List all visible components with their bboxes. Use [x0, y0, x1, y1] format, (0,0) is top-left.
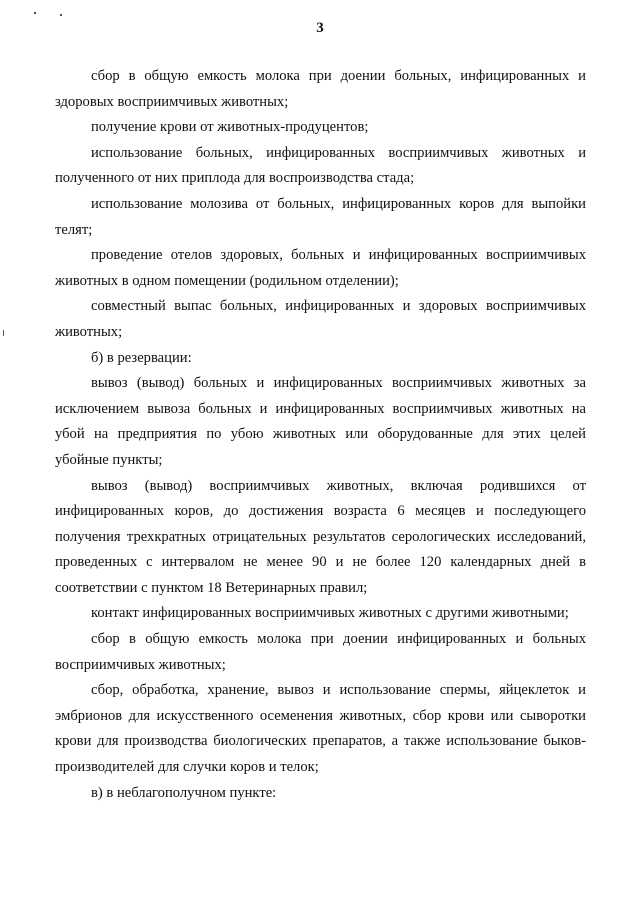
section-heading: в) в неблагополучном пункте: [91, 784, 277, 801]
paragraph: контакт инфицированных восприимчивых животных с другими животными; [91, 605, 569, 622]
paragraph: сбор, обработка, хранение, вывоз и использование спермы, яйцеклеток и эмбрионов для искусственного осеменения животных, сбор крови или сыворотки крови для производства биологических препаратов, а также использование быков-производителей для случки коров и телок; [55, 682, 586, 776]
paragraph: использование больных, инфицированных восприимчивых животных и полученного от них приплода для воспроизводства стада; [55, 144, 586, 187]
section-heading: б) в резервации: [91, 349, 192, 366]
paragraph: вывоз (вывод) восприимчивых животных, включая родившихся от инфицированных коров, до достижения возраста 6 месяцев и последующего получения трехкратных отрицательных результатов серологических исследований, проведенных с интервалом не менее 90 и не более 120 календарных дней в соответствии с пунктом 18 Ветеринарных правил; [55, 477, 586, 596]
scan-speck [34, 12, 36, 14]
paragraph: использование молозива от больных, инфицированных коров для выпойки телят; [55, 195, 586, 238]
scan-speck [3, 330, 4, 336]
paragraph: совместный выпас больных, инфицированных и здоровых восприимчивых животных; [55, 298, 586, 340]
paragraph: проведение отелов здоровых, больных и инфицированных восприимчивых животных в одном помещении (родильном отделении); [55, 247, 586, 289]
page-number: 3 [316, 20, 324, 36]
paragraph: вывоз (вывод) больных и инфицированных восприимчивых животных за исключением вывоза больных и инфицированных восприимчивых животных на убой на предприятия по убою животных или оборудованные для этих целей убойные пункты; [55, 375, 586, 468]
document-body [55, 64, 586, 806]
paragraph: сбор в общую емкость молока при доении инфицированных и больных восприимчивых животных; [55, 631, 586, 673]
paragraph: сбор в общую емкость молока при доении больных, инфицированных и здоровых восприимчивых животных; [55, 68, 586, 110]
scan-speck [60, 14, 62, 16]
paragraph: получение крови от животных-продуцентов; [91, 119, 369, 136]
